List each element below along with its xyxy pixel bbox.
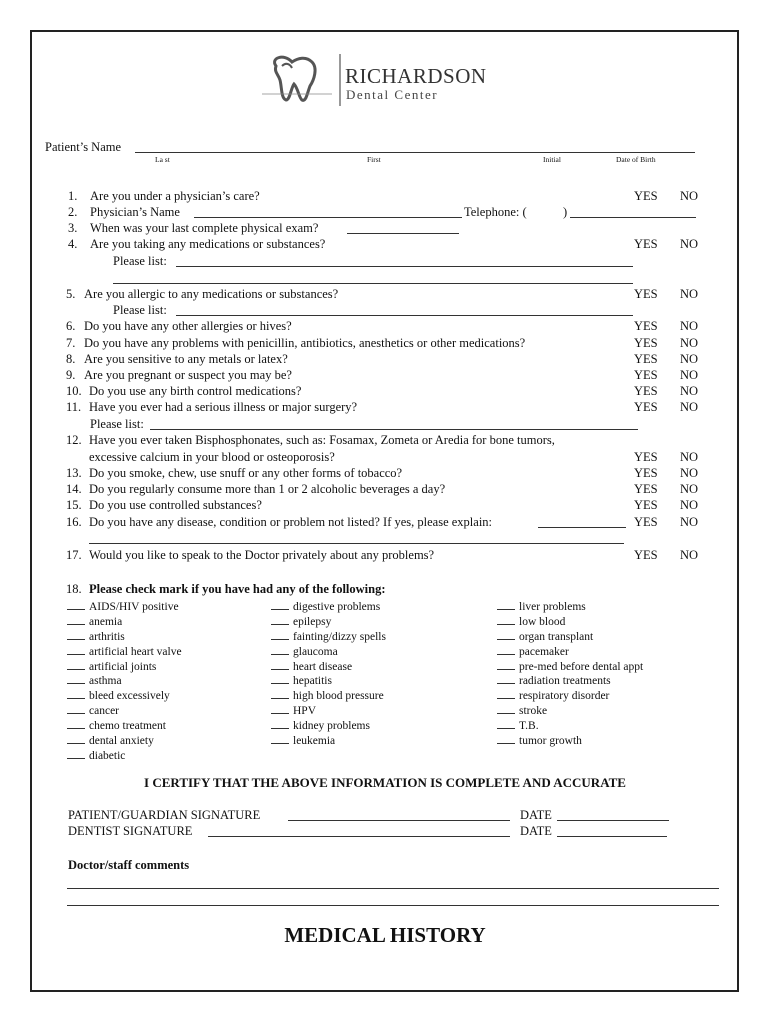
question-number: 16.	[66, 515, 82, 529]
checklist-item[interactable]	[67, 732, 182, 747]
checklist-label: T.B.	[519, 720, 539, 733]
yes-option[interactable]: YES	[634, 466, 658, 480]
checklist-item[interactable]	[497, 613, 643, 628]
checkbox-blank[interactable]	[497, 672, 515, 684]
checkbox-blank[interactable]	[497, 628, 515, 640]
checklist-label: pacemaker	[519, 645, 569, 658]
question-number: 6.	[66, 319, 76, 333]
checklist-label: dental anxiety	[89, 735, 154, 748]
checkbox-blank[interactable]	[271, 732, 289, 744]
please-list-label: Please list:	[113, 254, 167, 268]
please-list-label: Please list:	[90, 417, 144, 431]
checkbox-blank[interactable]	[497, 658, 515, 670]
question-number: 1.	[68, 189, 78, 203]
yes-option[interactable]: YES	[634, 482, 658, 496]
patient-name-label: Patient’s Name	[45, 140, 122, 154]
checklist-item[interactable]	[497, 732, 643, 747]
checklist-item[interactable]	[67, 672, 182, 687]
question-text: Do you use controlled substances?	[89, 498, 262, 512]
checkbox-blank[interactable]	[67, 643, 85, 655]
checklist-heading: Please check mark if you have had any of the following:	[89, 582, 386, 596]
checklist-label: arthritis	[89, 630, 125, 643]
checklist-label: anemia	[89, 615, 123, 628]
patient-date-line[interactable]	[557, 820, 669, 821]
checklist-label: liver problems	[519, 601, 586, 613]
no-option[interactable]: NO	[680, 400, 699, 414]
yes-option[interactable]: YES	[634, 336, 658, 350]
field-first: First	[367, 155, 381, 164]
checkbox-blank[interactable]	[271, 702, 289, 714]
checkbox-blank[interactable]	[497, 702, 515, 714]
question-number: 11.	[66, 400, 82, 414]
checkbox-blank[interactable]	[497, 598, 515, 610]
telephone-label: Telephone: (	[464, 205, 527, 219]
checklist-label: diabetic	[89, 749, 126, 762]
checklist-label: bleed excessively	[89, 690, 170, 703]
please-list-label: Please list:	[113, 303, 167, 317]
field-dob: Date of Birth	[616, 155, 656, 164]
no-option[interactable]: NO	[680, 384, 699, 398]
checklist-column-2	[271, 598, 386, 747]
checklist-item[interactable]	[67, 598, 182, 613]
checkbox-blank[interactable]	[271, 628, 289, 640]
checklist-item[interactable]	[67, 687, 182, 702]
yes-option[interactable]: YES	[634, 384, 658, 398]
checklist-label: HPV	[293, 705, 317, 718]
checkbox-blank[interactable]	[271, 687, 289, 699]
checkbox-blank[interactable]	[271, 658, 289, 670]
no-option[interactable]: NO	[680, 498, 699, 512]
checklist-label: chemo treatment	[89, 720, 166, 733]
checklist-item[interactable]	[67, 702, 182, 717]
checklist-item[interactable]	[271, 643, 386, 658]
question-number: 5.	[66, 287, 76, 301]
checklist-item[interactable]	[497, 672, 643, 687]
no-option[interactable]: NO	[680, 319, 699, 333]
medications-line[interactable]	[113, 283, 633, 284]
checklist-item[interactable]	[497, 717, 643, 732]
yes-option[interactable]: YES	[634, 400, 658, 414]
physician-name-line[interactable]	[194, 217, 462, 218]
yes-option[interactable]: YES	[634, 287, 658, 301]
telephone-paren: )	[563, 205, 568, 219]
checkbox-blank[interactable]	[497, 717, 515, 729]
checklist-item[interactable]	[67, 658, 182, 673]
checkbox-blank[interactable]	[67, 613, 85, 625]
explain-line[interactable]	[538, 527, 626, 528]
checklist-label: fainting/dizzy spells	[293, 630, 386, 643]
checklist-label: respiratory disorder	[519, 690, 610, 703]
yes-option[interactable]: YES	[634, 237, 658, 251]
question-text: Do you regularly consume more than 1 or 2 alcoholic beverages a day?	[89, 482, 446, 496]
checklist-label: digestive problems	[293, 601, 381, 613]
checkbox-blank[interactable]	[67, 672, 85, 684]
no-option[interactable]: NO	[680, 287, 699, 301]
tooth-logo-icon	[262, 54, 342, 106]
checklist-label: glaucoma	[293, 645, 338, 658]
checklist-label: hepatitis	[293, 675, 332, 688]
question-number: 18.	[66, 582, 82, 596]
logo-subtitle: Dental Center	[346, 87, 439, 102]
checklist-item[interactable]	[271, 732, 386, 747]
checklist-item[interactable]	[497, 628, 643, 643]
checklist-column-1	[67, 598, 182, 762]
checklist-item[interactable]	[67, 628, 182, 643]
patient-signature-line[interactable]	[288, 820, 510, 821]
checklist-label: stroke	[519, 705, 548, 718]
patient-name-line[interactable]	[135, 152, 695, 153]
dentist-signature-label: DENTIST SIGNATURE	[68, 824, 193, 838]
question-number: 7.	[66, 336, 76, 350]
checkbox-blank[interactable]	[67, 732, 85, 744]
checklist-item[interactable]	[67, 613, 182, 628]
checklist-label: artificial joints	[89, 660, 157, 673]
checklist-item[interactable]	[271, 628, 386, 643]
checkbox-blank[interactable]	[497, 613, 515, 625]
checklist-item[interactable]	[497, 687, 643, 702]
no-option[interactable]: NO	[680, 237, 699, 251]
checklist-label: heart disease	[293, 660, 353, 673]
question-number: 15.	[66, 498, 82, 512]
checkbox-blank[interactable]	[67, 717, 85, 729]
checklist-item[interactable]	[271, 717, 386, 732]
yes-option[interactable]: YES	[634, 450, 658, 464]
no-option[interactable]: NO	[680, 368, 699, 382]
question-text: Have you ever taken Bisphosphonates, such as: Fosamax, Zometa or Aredia for bone tumors,	[89, 433, 555, 447]
certify-statement: I CERTIFY THAT THE ABOVE INFORMATION IS COMPLETE AND ACCURATE	[144, 775, 626, 790]
patient-signature-label: PATIENT/GUARDIAN SIGNATURE	[68, 808, 261, 822]
explain-line[interactable]	[89, 543, 624, 544]
checklist-label: asthma	[89, 675, 122, 688]
yes-option[interactable]: YES	[634, 548, 658, 562]
question-number: 3.	[68, 221, 78, 235]
checklist-label: epilepsy	[293, 615, 332, 628]
checklist-item[interactable]	[67, 643, 182, 658]
question-number: 2.	[68, 205, 78, 219]
yes-option[interactable]: YES	[634, 352, 658, 366]
checklist-label: kidney problems	[293, 720, 370, 733]
checklist-item[interactable]	[271, 658, 386, 673]
checklist-label: AIDS/HIV positive	[89, 601, 179, 613]
checklist-label: radiation treatments	[519, 675, 611, 688]
medications-line[interactable]	[176, 266, 633, 267]
checkbox-blank[interactable]	[497, 687, 515, 699]
question-number: 12.	[66, 433, 82, 447]
checkbox-blank[interactable]	[271, 672, 289, 684]
checklist-label: pre-med before dental appt	[519, 660, 644, 673]
yes-option[interactable]: YES	[634, 515, 658, 529]
field-initial: Initial	[543, 155, 561, 164]
no-option[interactable]: NO	[680, 482, 699, 496]
yes-option[interactable]: YES	[634, 368, 658, 382]
comments-line[interactable]	[67, 905, 719, 906]
exam-date-line[interactable]	[347, 233, 459, 234]
checkbox-blank[interactable]	[271, 717, 289, 729]
checklist-item[interactable]	[271, 702, 386, 717]
checkbox-blank[interactable]	[67, 702, 85, 714]
no-option[interactable]: NO	[680, 548, 699, 562]
illness-line[interactable]	[150, 429, 638, 430]
question-text: Are you allergic to any medications or substances?	[84, 287, 339, 301]
checkbox-blank[interactable]	[67, 598, 85, 610]
question-text: Do you use any birth control medications?	[89, 384, 302, 398]
checkbox-blank[interactable]	[67, 658, 85, 670]
checklist-item[interactable]	[67, 747, 182, 762]
question-text: Do you have any other allergies or hives?	[84, 319, 292, 333]
form-title: MEDICAL HISTORY	[284, 923, 486, 947]
question-text: Are you sensitive to any metals or latex?	[84, 352, 288, 366]
checklist-label: leukemia	[293, 735, 336, 748]
checklist-label: organ transplant	[519, 630, 594, 643]
checklist-item[interactable]	[497, 702, 643, 717]
checklist-item[interactable]	[271, 672, 386, 687]
checklist-item[interactable]	[271, 613, 386, 628]
comments-label: Doctor/staff comments	[68, 858, 190, 872]
question-text: When was your last complete physical exam?	[90, 221, 319, 235]
question-text: Physician’s Name	[90, 205, 180, 219]
checklist-label: artificial heart valve	[89, 645, 182, 658]
checklist-label: cancer	[89, 705, 119, 718]
checkbox-blank[interactable]	[271, 613, 289, 625]
no-option[interactable]: NO	[680, 189, 699, 203]
question-number: 4.	[68, 237, 78, 251]
question-text: Would you like to speak to the Doctor privately about any problems?	[89, 548, 435, 562]
checklist-item[interactable]	[271, 598, 386, 613]
question-text: Are you taking any medications or substances?	[90, 237, 326, 251]
question-number: 14.	[66, 482, 82, 496]
no-option[interactable]: NO	[680, 466, 699, 480]
checkbox-blank[interactable]	[497, 643, 515, 655]
dentist-signature-line[interactable]	[208, 836, 510, 837]
checkbox-blank[interactable]	[271, 598, 289, 610]
question-number: 8.	[66, 352, 76, 366]
checkbox-blank[interactable]	[67, 687, 85, 699]
checklist-label: tumor growth	[519, 735, 582, 748]
comments-line[interactable]	[67, 888, 719, 889]
checkbox-blank[interactable]	[67, 628, 85, 640]
checklist-column-3	[497, 598, 643, 747]
question-text: Have you ever had a serious illness or major surgery?	[89, 400, 358, 414]
question-text: Do you have any problems with penicillin, antibiotics, anesthetics or other medications?	[84, 336, 526, 350]
question-text: Do you have any disease, condition or problem not listed? If yes, please explain:	[89, 515, 493, 529]
question-text-continued: excessive calcium in your blood or osteoporosis?	[89, 450, 335, 464]
question-text: Are you pregnant or suspect you may be?	[84, 368, 292, 382]
yes-option[interactable]: YES	[634, 319, 658, 333]
logo-name: RICHARDSON	[345, 64, 487, 88]
allergies-line[interactable]	[176, 315, 633, 316]
question-number: 10.	[66, 384, 82, 398]
no-option[interactable]: NO	[680, 352, 699, 366]
yes-option[interactable]: YES	[634, 189, 658, 203]
checklist-item[interactable]	[67, 717, 182, 732]
field-last: La st	[155, 155, 170, 164]
checklist-item[interactable]	[497, 643, 643, 658]
date-label: DATE	[520, 808, 552, 822]
checkbox-blank[interactable]	[497, 732, 515, 744]
date-label: DATE	[520, 824, 552, 838]
question-number: 9.	[66, 368, 76, 382]
no-option[interactable]: NO	[680, 515, 699, 529]
no-option[interactable]: NO	[680, 336, 699, 350]
question-number: 17.	[66, 548, 82, 562]
checklist-label: low blood	[519, 615, 566, 628]
checkbox-blank[interactable]	[271, 643, 289, 655]
telephone-line[interactable]	[570, 217, 696, 218]
question-text: Do you smoke, chew, use snuff or any other forms of tobacco?	[89, 466, 403, 480]
yes-option[interactable]: YES	[634, 498, 658, 512]
checkbox-blank[interactable]	[67, 747, 85, 759]
no-option[interactable]: NO	[680, 450, 699, 464]
checklist-item[interactable]	[271, 687, 386, 702]
question-number: 13.	[66, 466, 82, 480]
dentist-date-line[interactable]	[557, 836, 667, 837]
checklist-label: high blood pressure	[293, 690, 384, 703]
checklist-item[interactable]	[497, 658, 643, 673]
question-text: Are you under a physician’s care?	[90, 189, 260, 203]
checklist-item[interactable]	[497, 598, 643, 613]
